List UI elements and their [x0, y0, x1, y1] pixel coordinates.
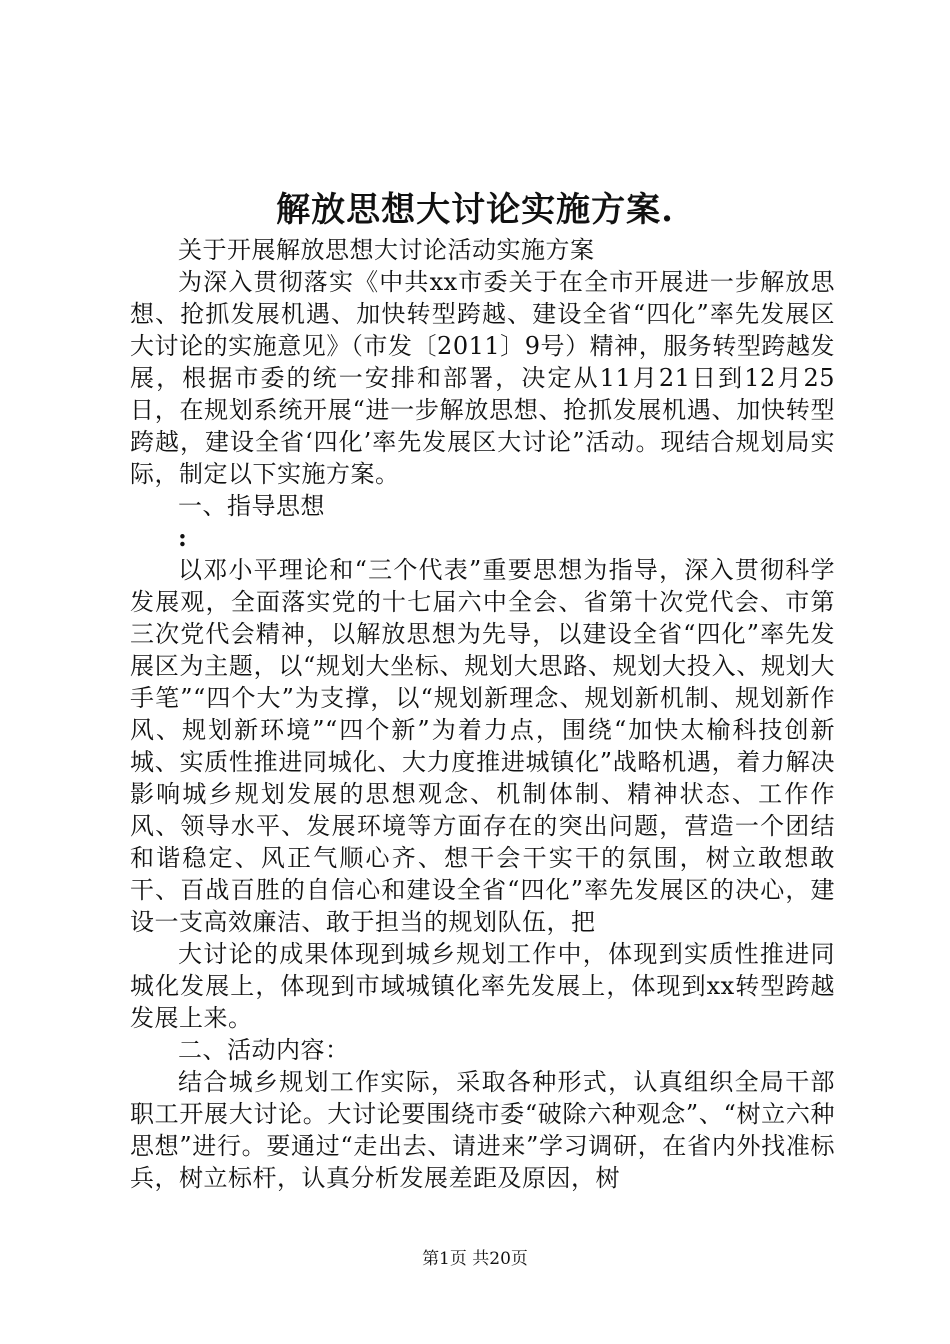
intro-paragraph: 为深入贯彻落实《中共xx市委关于在全市开展进一步解放思想、抢抓发展机遇、加快转型跨越、建设全省“四化”率先发展区大讨论的实施意见》（市发〔2011〕9号）精神，服务转型跨越发展，根据市委的统一安排和部署，决定从11月21日到12月25日，在规划系统开展“进一步解放思想、抢抓发展机遇、加快转型跨越，建设全省‘四化’率先发展区大讨论”活动。现结合规划局实际，制定以下实施方案。	[130, 268, 835, 488]
subtitle-paragraph: 关于开展解放思想大讨论活动实施方案	[178, 236, 595, 264]
activity-content-paragraph: 结合城乡规划工作实际，采取各种形式，认真组织全局干部职工开展大讨论。大讨论要围绕市委“破除六种观念”、“树立六种思想”进行。要通过“走出去、请进来”学习调研，在省内外找准标兵，树立标杆，认真分析发展差距及原因，树	[130, 1068, 835, 1192]
document-title: 解放思想大讨论实施方案.	[276, 190, 674, 230]
page-number-footer: 第1页 共20页	[422, 1249, 528, 1269]
document-body	[130, 234, 835, 1194]
section-heading-guiding-ideology: 一、指导思想	[178, 492, 325, 520]
outcome-paragraph: 大讨论的成果体现到城乡规划工作中，体现到实质性推进同城化发展上，体现到市域城镇化率先发展上，体现到xx转型跨越发展上来。	[130, 940, 835, 1032]
section-heading-activity-content: 二、活动内容：	[178, 1036, 350, 1064]
guiding-ideology-paragraph: 以邓小平理论和“三个代表”重要思想为指导，深入贯彻科学发展观，全面落实党的十七届六中全会、省第十次党代会、市第三次党代会精神，以解放思想为先导，以建设全省“四化”率先发展区为主题，以“规划大坐标、规划大思路、规划大投入、规划大手笔”“四个大”为支撑，以“规划新理念、规划新机制、规划新作风、规划新环境”“四个新”为着力点，围绕“加快太榆科技创新城、实质性推进同城化、大力度推进城镇化”战略机遇，着力解决影响城乡规划发展的思想观念、机制体制、精神状态、工作作风、领导水平、发展环境等方面存在的突出问题，营造一个团结和谐稳定、风正气顺心齐、想干会干实干的氛围，树立敢想敢干、百战百胜的自信心和建设全省“四化”率先发展区的决心，建设一支高效廉洁、敢于担当的规划队伍，把	[130, 556, 835, 936]
colon-line: :	[178, 523, 188, 552]
